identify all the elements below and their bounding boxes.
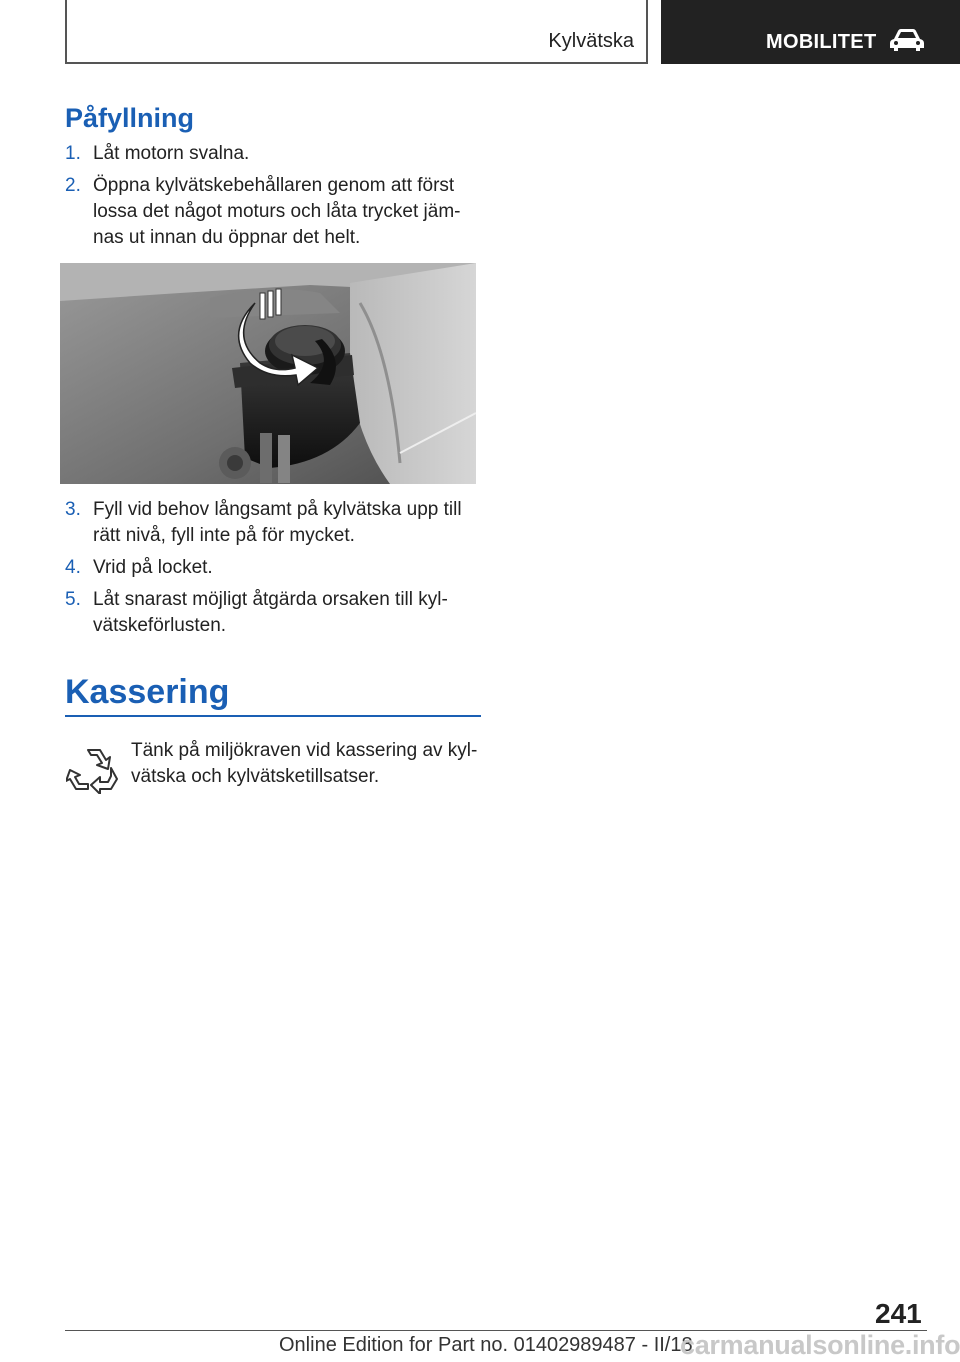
filling-heading: Påfyllning <box>65 103 195 133</box>
step-text: Öppna kylvätskebehållaren genom att först lossa det något moturs och låta trycket jämnas ut innan du öppnar det helt. <box>93 175 461 248</box>
step-text: Vrid på locket. <box>93 557 213 578</box>
step-text: Låt motorn svalna. <box>93 143 250 164</box>
chapter-title: MOBILITET <box>766 31 877 53</box>
heading-underline <box>65 715 481 717</box>
disposal-heading: Kassering <box>65 673 230 711</box>
watermark: carmanualsonline.info <box>680 1330 960 1360</box>
page-number: 241 <box>875 1298 922 1329</box>
section-title: Kylvätska <box>548 30 634 52</box>
step-number: 1. <box>65 143 81 164</box>
step-number: 4. <box>65 557 81 578</box>
step-number: 5. <box>65 589 81 610</box>
header-section-box <box>65 0 648 64</box>
step-text: Låt snarast möjligt åtgärda orsaken till kylvätskeförlusten. <box>93 589 448 636</box>
recycle-icon <box>66 744 122 794</box>
disposal-text: Tänk på miljökraven vid kassering av kylvätska och kylvätsketillsatser. <box>131 740 478 787</box>
step-text: Fyll vid behov långsamt på kylvätska upp till rätt nivå, fyll inte på för mycket. <box>93 499 462 546</box>
coolant-reservoir-illustration <box>60 263 476 484</box>
edition-text: Online Edition for Part no. 01402989487 - II/18 <box>279 1334 693 1356</box>
step-number: 3. <box>65 499 81 520</box>
car-icon <box>888 28 926 52</box>
step-number: 2. <box>65 175 81 196</box>
chapter-tab <box>661 0 960 64</box>
